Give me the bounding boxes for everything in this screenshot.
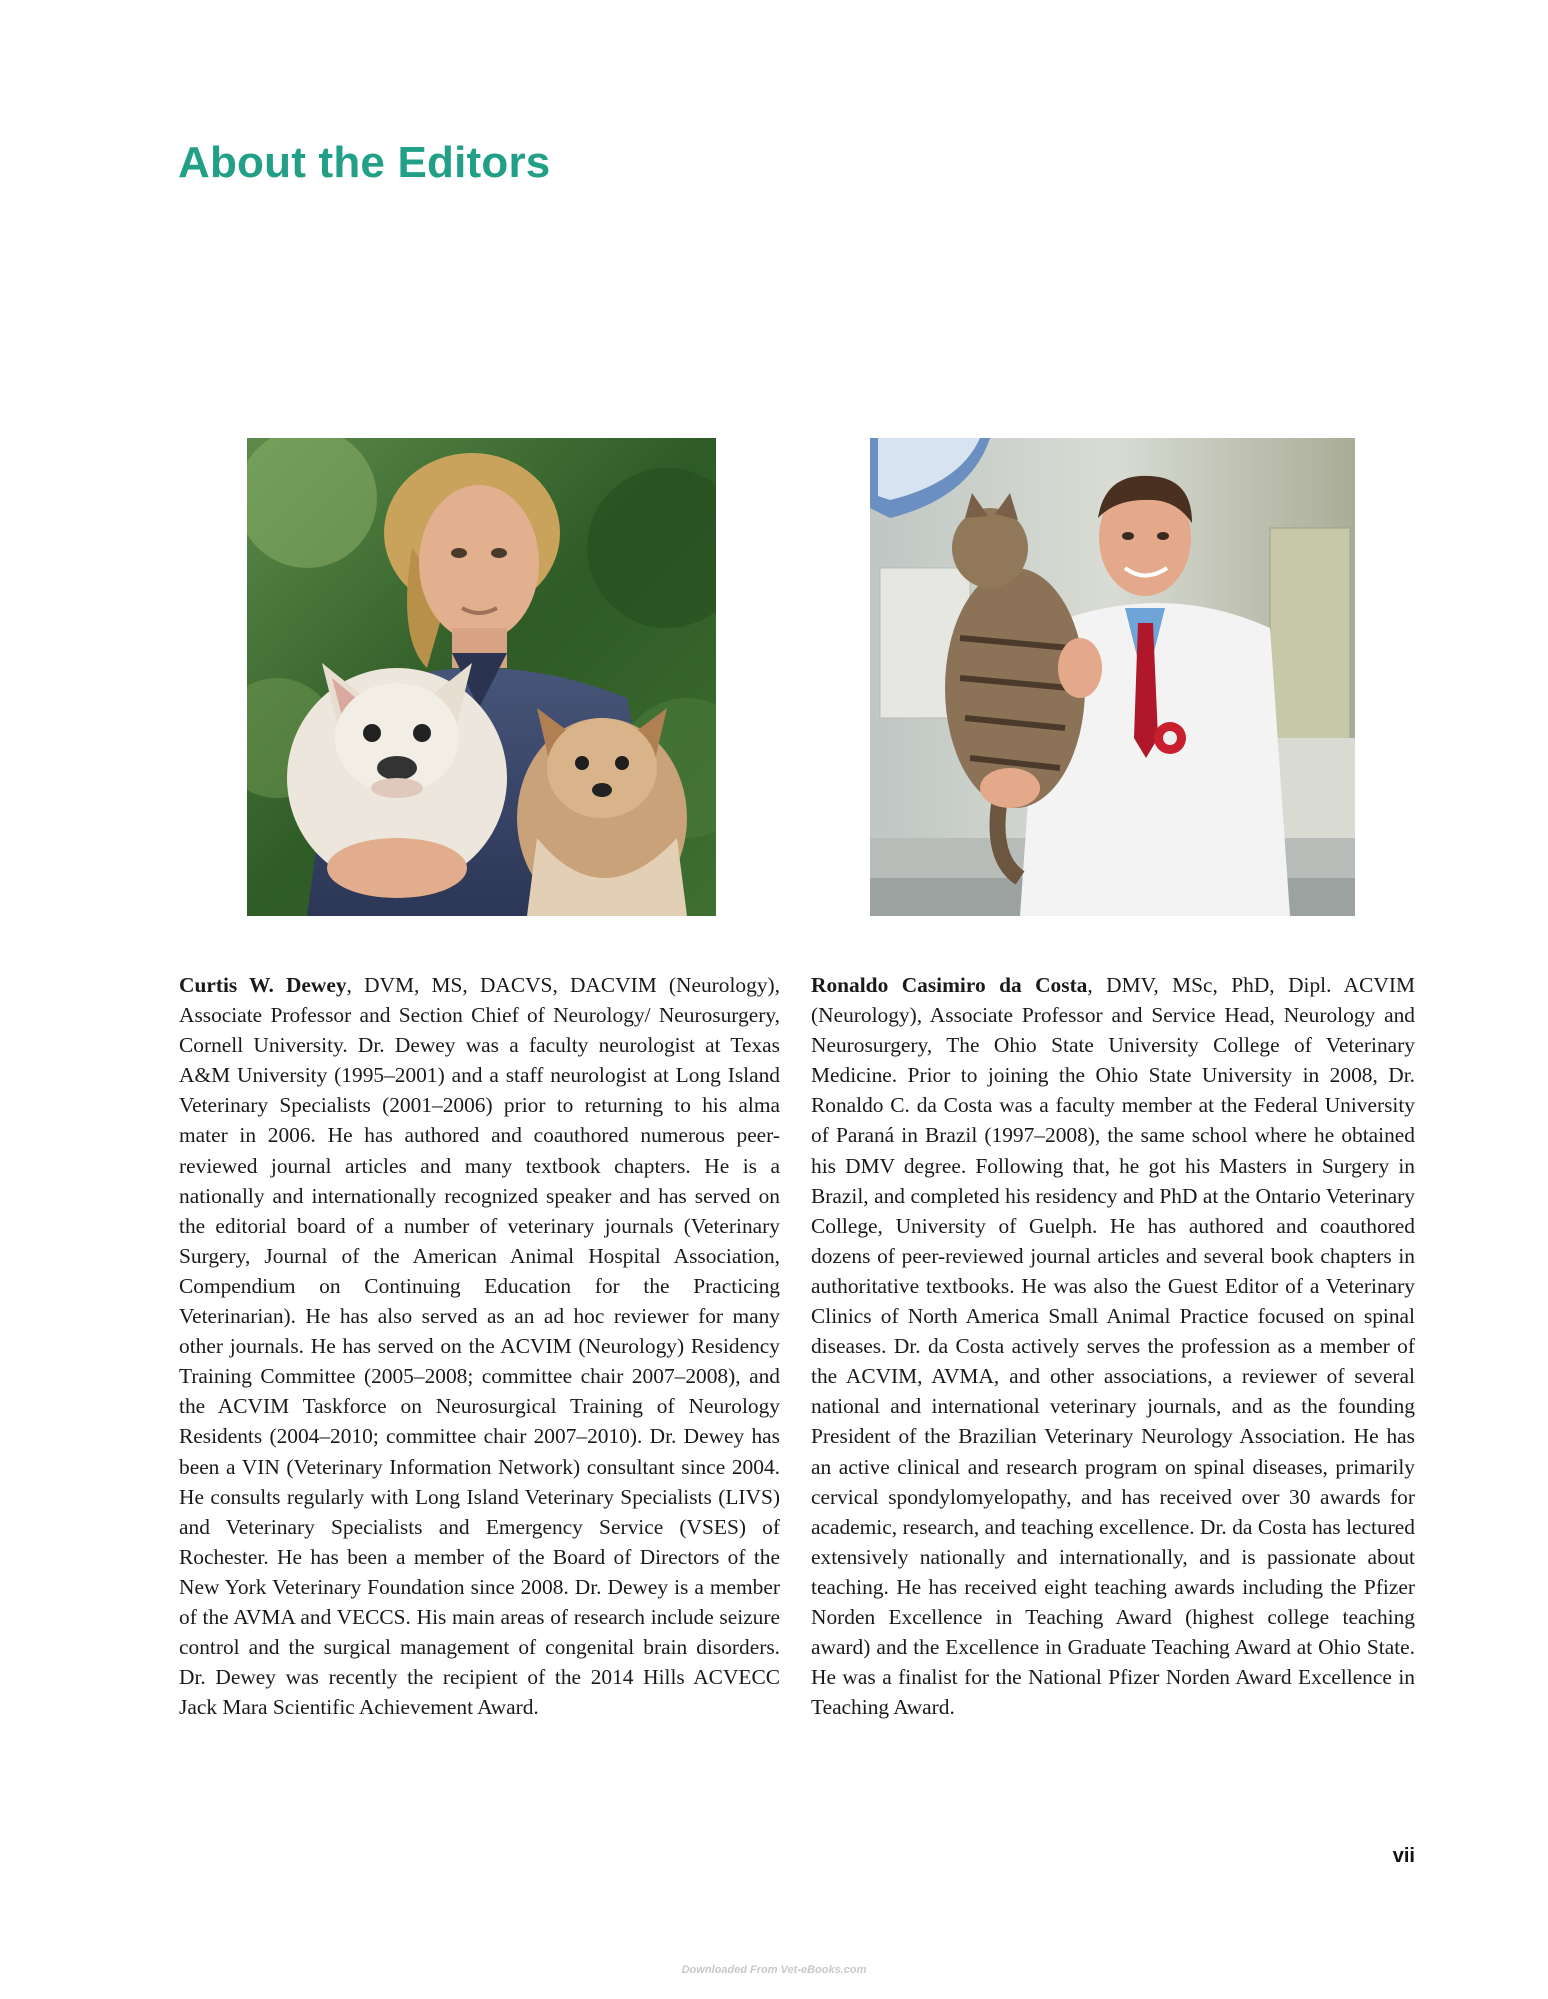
editor-name-da-costa: Ronaldo Casimiro da Costa	[811, 973, 1088, 997]
editor-bio-dewey	[179, 970, 780, 1722]
page-number: vii	[1392, 1845, 1415, 1867]
editor-bio-da-costa	[811, 970, 1415, 1722]
editor-name-dewey: Curtis W. Dewey	[179, 973, 347, 997]
editor-photo-dewey	[247, 438, 716, 916]
editor-bio-text-dewey: , DVM, MS, DACVS, DACVIM (Neurology), Associate Professor and Section Chief of Neurology/ Neurosurgery, Cornell University. Dr. Dewey was a faculty neurologist at Texas A&M University (1995–2001) and a staff neurologist at Long Island Veterinary Specialists (2001–2006) prior to returning to his alma mater in 2006. He has authored and coauthored numerous peer-reviewed journal articles and many textbook chapters. He is a nationally and internationally recognized speaker and has served on the editorial board of a number of veterinary journals (Veterinary Surgery, Journal of the American Animal Hospital Association, Compendium on Continuing Education for the Practicing Veterinarian). He has also served as an ad hoc reviewer for many other journals. He has served on the ACVIM (Neurology) Residency Training Committee (2005–2008; committee chair 2007–2008), and the ACVIM Taskforce on Neurosurgical Training of Neurology Residents (2004–2010; committee chair 2007–2010). Dr. Dewey has been a VIN (Veterinary Information Network) consultant since 2004. He consults regularly with Long Island Veterinary Specialists (LIVS) and Veterinary Specialists and Emergency Service (VSES) of Rochester. He has been a member of the Board of Directors of the New York Veterinary Foundation since 2008. Dr. Dewey is a member of the AVMA and VECCS. His main areas of research include seizure control and the surgical management of congenital brain disorders. Dr. Dewey was recently the recipient of the 2014 Hills ACVECC Jack Mara Scientific Achievement Award.	[179, 973, 780, 1720]
editor-bio-text-da-costa: , DMV, MSc, PhD, Dipl. ACVIM (Neurology), Associate Professor and Service Head, Neurology and Neurosurgery, The Ohio State University College of Veterinary Medicine. Prior to joining the Ohio State University in 2008, Dr. Ronaldo C. da Costa was a faculty member at the Federal University of Paraná in Brazil (1997–2008), the same school where he obtained his DMV degree. Following that, he got his Masters in Surgery in Brazil, and completed his residency and PhD at the Ontario Veterinary College, University of Guelph. He has authored and coauthored dozens of peer-reviewed journal articles and several book chapters in authoritative textbooks. He was also the Guest Editor of a Veterinary Clinics of North America Small Animal Practice focused on spinal diseases. Dr. da Costa actively serves the profession as a member of the ACVIM, AVMA, and other associations, a reviewer of several national and international veterinary journals, and as the founding President of the Brazilian Veterinary Neurology Association. He has an active clinical and research program on spinal diseases, primarily cervical spondylomyelopathy, and has received over 30 awards for academic, research, and teaching excellence. Dr. da Costa has lectured extensively nationally and internationally, and is passionate about teaching. He has received eight teaching awards including the Pfizer Norden Excellence in Teaching Award (highest college teaching award) and the Excellence in Graduate Teaching Award at Ohio State. He was a finalist for the National Pfizer Norden Award Excellence in Teaching Award.	[811, 973, 1415, 1720]
editor-photo-da-costa	[870, 438, 1355, 916]
page-title: About the Editors	[178, 138, 551, 187]
watermark-text: Downloaded From Vet-eBooks.com	[681, 1964, 867, 1976]
